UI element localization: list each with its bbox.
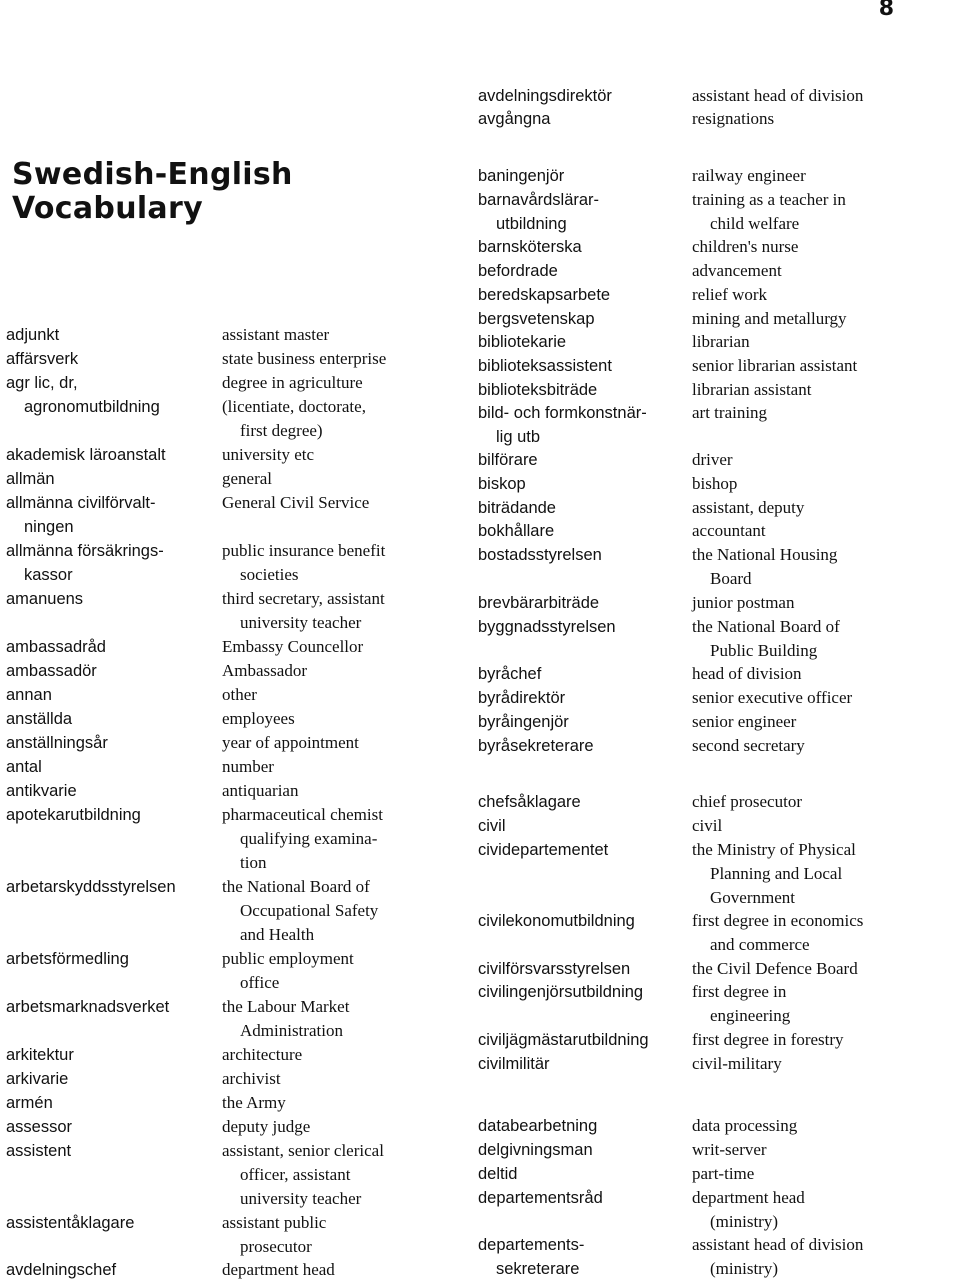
swedish-term-line: baningenjör: [478, 167, 565, 185]
english-translation-line: engineering: [710, 1006, 791, 1025]
swedish-term: [478, 107, 551, 131]
swedish-term: [478, 84, 612, 108]
english-translation-line: art training: [692, 403, 768, 422]
swedish-term-line: annan: [6, 686, 52, 704]
swedish-term-line: kassor: [24, 566, 73, 584]
english-translation: [692, 909, 863, 957]
english-translation-line: (ministry): [710, 1259, 778, 1278]
swedish-term: [478, 686, 565, 710]
english-translation: [222, 1139, 384, 1211]
english-translation: [692, 330, 750, 354]
english-translation: [692, 790, 802, 814]
page-title: [12, 158, 293, 226]
swedish-term-line: byråchef: [478, 665, 542, 683]
swedish-term-line: ambassadör: [6, 662, 97, 680]
swedish-term-line: civilmilitär: [478, 1055, 550, 1073]
english-translation-line: first degree in forestry: [692, 1030, 844, 1049]
english-translation: [222, 395, 366, 443]
english-translation-line: (licentiate, doctorate,: [222, 397, 366, 416]
swedish-term: [6, 635, 106, 659]
swedish-term: [478, 710, 569, 734]
english-translation-line: Ambassador: [222, 661, 307, 680]
swedish-term: [478, 472, 526, 496]
english-translation-line: advancement: [692, 261, 782, 280]
swedish-term-line: apotekarutbildning: [6, 806, 141, 824]
english-translation: [692, 686, 852, 710]
english-translation: [222, 1258, 335, 1282]
swedish-term-line: civilingenjörsutbildning: [478, 983, 644, 1001]
english-translation-line: mining and metallurgy: [692, 309, 847, 328]
english-translation: [692, 235, 798, 259]
english-translation-line: second secretary: [692, 736, 805, 755]
english-translation-line: writ-server: [692, 1140, 767, 1159]
english-translation: [692, 448, 733, 472]
english-translation-line: prosecutor: [240, 1237, 312, 1256]
swedish-term-line: allmän: [6, 470, 55, 488]
swedish-term-line: antal: [6, 758, 42, 776]
english-translation-line: bishop: [692, 474, 738, 493]
swedish-term-line: utbildning: [496, 215, 567, 233]
english-translation: [692, 980, 790, 1028]
english-translation-line: Administration: [240, 1021, 343, 1040]
swedish-term: [478, 283, 610, 307]
english-translation-line: part-time: [692, 1164, 755, 1183]
english-translation-line: assistant, senior clerical: [222, 1141, 384, 1160]
english-translation-line: number: [222, 757, 274, 776]
english-translation-line: the Civil Defence Board: [692, 959, 858, 978]
swedish-term-line: lig utb: [496, 428, 541, 446]
swedish-term: [6, 995, 169, 1019]
swedish-term: [6, 323, 59, 347]
swedish-term: [6, 1067, 68, 1091]
english-translation: [692, 84, 863, 108]
swedish-term: [6, 947, 129, 971]
english-translation-line: accountant: [692, 521, 766, 540]
swedish-term-line: bergsvetenskap: [478, 310, 595, 328]
swedish-term-line: biblioteksassistent: [478, 357, 612, 375]
swedish-term: [478, 307, 595, 331]
english-translation: [222, 467, 272, 491]
swedish-term: [478, 838, 608, 862]
swedish-term-line: barnsköterska: [478, 238, 582, 256]
english-translation: [222, 1115, 310, 1139]
english-translation: [692, 1138, 767, 1162]
swedish-term-line: deltid: [478, 1165, 518, 1183]
swedish-term: [478, 519, 554, 543]
swedish-term-line: byråingenjör: [478, 713, 569, 731]
swedish-term-line: affärsverk: [6, 350, 79, 368]
swedish-term: [6, 707, 72, 731]
english-translation-line: the National Board of: [222, 877, 370, 896]
swedish-term-line: avdelningsdirektör: [478, 87, 612, 105]
english-translation-line: librarian assistant: [692, 380, 812, 399]
swedish-term: [6, 1211, 134, 1235]
swedish-term-line: beredskapsarbete: [478, 286, 611, 304]
english-translation-line: Government: [710, 888, 795, 907]
english-translation-line: assistant head of division: [692, 86, 864, 105]
title-line-2: Vocabulary: [12, 191, 203, 226]
english-translation: [692, 591, 794, 615]
swedish-term-line: byrådirektör: [478, 689, 566, 707]
swedish-term-line: chefsåklagare: [478, 793, 581, 811]
english-translation-line: head of division: [692, 664, 802, 683]
swedish-term-line: arkitektur: [6, 1046, 74, 1064]
english-translation: [222, 587, 385, 635]
swedish-term: [478, 401, 647, 449]
english-translation-line: and Health: [240, 925, 315, 944]
swedish-term-line: databearbetning: [478, 1117, 598, 1135]
swedish-term-line: arkivarie: [6, 1070, 69, 1088]
english-translation-line: public insurance benefit: [222, 541, 386, 560]
swedish-term-line: ningen: [24, 518, 74, 536]
swedish-term-line: adjunkt: [6, 326, 60, 344]
english-translation: [692, 378, 811, 402]
swedish-term: [478, 1028, 649, 1052]
swedish-term-line: civilekonomutbildning: [478, 912, 635, 930]
swedish-term: [478, 448, 538, 472]
english-translation: [222, 1043, 302, 1067]
english-translation-line: tion: [240, 853, 267, 872]
english-translation-line: training as a teacher in: [692, 190, 846, 209]
swedish-term-line: biblioteksbiträde: [478, 381, 598, 399]
swedish-term-line: bilförare: [478, 451, 538, 469]
english-translation-line: first degree in: [692, 982, 787, 1001]
english-translation-line: archivist: [222, 1069, 281, 1088]
english-translation-line: university teacher: [240, 1189, 362, 1208]
swedish-term-line: sekreterare: [496, 1260, 580, 1278]
english-translation-line: antiquarian: [222, 781, 299, 800]
swedish-term-line: allmänna försäkrings-: [6, 542, 164, 560]
swedish-term-line: agr lic, dr,: [6, 374, 78, 392]
swedish-term: [478, 330, 566, 354]
english-translation-line: assistant public: [222, 1213, 327, 1232]
english-translation: [692, 164, 806, 188]
english-translation: [222, 779, 298, 803]
swedish-term-line: avgångna: [478, 110, 551, 128]
english-translation: [692, 957, 858, 981]
english-translation-line: Occupational Safety: [240, 901, 379, 920]
english-translation-line: the Labour Market: [222, 997, 350, 1016]
swedish-term: [6, 539, 164, 587]
swedish-term-line: biskop: [478, 475, 526, 493]
english-translation-line: general: [222, 469, 273, 488]
swedish-term: [478, 591, 599, 615]
english-translation: [692, 188, 846, 236]
english-translation: [222, 323, 329, 347]
english-translation-line: third secretary, assistant: [222, 589, 385, 608]
english-translation-line: relief work: [692, 285, 768, 304]
swedish-term: [6, 443, 166, 467]
swedish-term-line: barnavårdslärar-: [478, 191, 600, 209]
english-translation-line: other: [222, 685, 257, 704]
english-translation-line: assistant, deputy: [692, 498, 805, 517]
english-translation: [692, 259, 782, 283]
english-translation: [222, 683, 257, 707]
english-translation-line: (ministry): [710, 1212, 778, 1231]
swedish-term-line: antikvarie: [6, 782, 77, 800]
swedish-term-line: avdelningschef: [6, 1261, 117, 1279]
swedish-term-line: civiljägmästarutbildning: [478, 1031, 649, 1049]
english-translation: [692, 814, 722, 838]
swedish-term-line: bibliotekarie: [478, 333, 567, 351]
swedish-term-line: biträdande: [478, 499, 556, 517]
english-translation: [692, 1233, 863, 1281]
english-translation-line: first degree in economics: [692, 911, 864, 930]
english-translation-line: junior postman: [692, 593, 795, 612]
english-translation: [692, 1052, 782, 1076]
english-translation-line: child welfare: [710, 214, 800, 233]
swedish-term: [6, 779, 77, 803]
swedish-term: [478, 543, 602, 567]
swedish-term-line: cividepartementet: [478, 841, 609, 859]
english-translation: [692, 838, 856, 910]
swedish-term: [6, 803, 141, 827]
english-translation-line: senior executive officer: [692, 688, 853, 707]
swedish-term-line: bild- och formkonstnär-: [478, 404, 647, 422]
english-translation-line: the National Housing: [692, 545, 838, 564]
swedish-term-line: assessor: [6, 1118, 73, 1136]
swedish-term: [478, 814, 506, 838]
english-translation-line: and commerce: [710, 935, 810, 954]
english-translation: [692, 472, 737, 496]
english-translation: [222, 443, 314, 467]
english-translation: [222, 1067, 281, 1091]
swedish-term: [6, 347, 78, 371]
english-translation: [692, 1114, 797, 1138]
swedish-term-line: akademisk läroanstalt: [6, 446, 166, 464]
english-translation-line: Public Building: [710, 641, 818, 660]
english-translation: [222, 491, 369, 515]
english-translation: [222, 1211, 326, 1259]
english-translation: [692, 519, 766, 543]
english-translation: [222, 947, 354, 995]
swedish-term-line: bostadsstyrelsen: [478, 546, 602, 564]
english-translation-line: Embassy Councellor: [222, 637, 364, 656]
english-translation: [692, 1162, 754, 1186]
swedish-term-line: departementsråd: [478, 1189, 603, 1207]
swedish-term: [6, 1115, 72, 1139]
english-translation: [692, 710, 796, 734]
english-translation-line: officer, assistant: [240, 1165, 351, 1184]
english-translation: [692, 496, 804, 520]
swedish-term: [478, 378, 597, 402]
swedish-term-line: arbetsförmedling: [6, 950, 129, 968]
swedish-term-line: civil: [478, 817, 506, 835]
swedish-term: [478, 1114, 597, 1138]
english-translation-line: state business enterprise: [222, 349, 387, 368]
swedish-term: [6, 395, 160, 419]
swedish-term: [478, 1162, 517, 1186]
swedish-term: [478, 1186, 603, 1210]
swedish-term: [6, 1139, 71, 1163]
swedish-term: [478, 354, 612, 378]
english-translation-line: senior librarian assistant: [692, 356, 858, 375]
swedish-term-line: assistent: [6, 1142, 72, 1160]
swedish-term: [478, 188, 599, 236]
swedish-term: [478, 164, 564, 188]
swedish-term-line: byråsekreterare: [478, 737, 594, 755]
english-translation-line: university etc: [222, 445, 315, 464]
english-translation: [692, 283, 767, 307]
english-translation-line: librarian: [692, 332, 750, 351]
english-translation-line: societies: [240, 565, 299, 584]
english-translation-line: driver: [692, 450, 733, 469]
english-translation: [222, 995, 349, 1043]
english-translation: [222, 875, 378, 947]
english-translation-line: university teacher: [240, 613, 362, 632]
english-translation-line: employees: [222, 709, 295, 728]
english-translation: [222, 635, 363, 659]
english-translation-line: civil-military: [692, 1054, 782, 1073]
english-translation: [692, 615, 840, 663]
swedish-term: [478, 615, 616, 639]
swedish-term: [478, 734, 594, 758]
swedish-term-line: bokhållare: [478, 522, 555, 540]
swedish-term-line: anställningsår: [6, 734, 108, 752]
english-translation: [692, 307, 847, 331]
swedish-term: [6, 491, 155, 539]
english-translation-line: first degree): [240, 421, 323, 440]
swedish-term-line: allmänna civilförvalt-: [6, 494, 156, 512]
swedish-term: [6, 1043, 74, 1067]
swedish-term: [6, 587, 83, 611]
swedish-term-line: befordrade: [478, 262, 558, 280]
english-translation-line: senior engineer: [692, 712, 797, 731]
swedish-term: [478, 259, 558, 283]
swedish-term-line: ambassadråd: [6, 638, 106, 656]
swedish-term: [6, 659, 97, 683]
english-translation-line: resignations: [692, 109, 775, 128]
english-translation: [692, 354, 857, 378]
swedish-term: [6, 371, 78, 395]
english-translation-line: assistant master: [222, 325, 330, 344]
english-translation-line: department head: [692, 1188, 805, 1207]
english-translation-line: deputy judge: [222, 1117, 311, 1136]
english-translation-line: the Ministry of Physical: [692, 840, 856, 859]
english-translation: [692, 1028, 844, 1052]
english-translation: [692, 543, 837, 591]
swedish-term: [478, 980, 643, 1004]
swedish-term: [478, 1138, 593, 1162]
swedish-term: [6, 875, 176, 899]
english-translation-line: department head: [222, 1260, 335, 1279]
english-translation-line: architecture: [222, 1045, 303, 1064]
swedish-term-line: arbetsmarknadsverket: [6, 998, 170, 1016]
english-translation-line: office: [240, 973, 280, 992]
swedish-term: [6, 683, 52, 707]
swedish-term: [478, 496, 556, 520]
english-translation-line: chief prosecutor: [692, 792, 802, 811]
english-translation: [222, 539, 385, 587]
swedish-term: [478, 790, 581, 814]
swedish-term: [478, 957, 630, 981]
english-translation-line: degree in agriculture: [222, 373, 363, 392]
swedish-term-line: civilförsvarsstyrelsen: [478, 960, 631, 978]
english-translation-line: the Army: [222, 1093, 286, 1112]
swedish-term: [6, 467, 55, 491]
swedish-term: [478, 1052, 550, 1076]
english-translation-line: General Civil Service: [222, 493, 370, 512]
english-translation-line: year of appointment: [222, 733, 359, 752]
swedish-term-line: delgivningsman: [478, 1141, 593, 1159]
english-translation-line: the National Board of: [692, 617, 840, 636]
english-translation: [222, 803, 383, 875]
english-translation: [222, 755, 274, 779]
swedish-term-line: anställda: [6, 710, 73, 728]
english-translation: [692, 107, 774, 131]
swedish-term: [478, 662, 541, 686]
page-number: 8: [878, 0, 894, 21]
english-translation-line: pharmaceutical chemist: [222, 805, 383, 824]
english-translation: [222, 1091, 286, 1115]
swedish-term: [6, 1091, 53, 1115]
swedish-term-line: departements-: [478, 1236, 585, 1254]
english-translation-line: public employment: [222, 949, 354, 968]
swedish-term: [6, 1258, 116, 1282]
swedish-term-line: brevbärarbiträde: [478, 594, 600, 612]
english-translation-line: data processing: [692, 1116, 798, 1135]
title-line-1: Swedish-English: [12, 157, 293, 192]
english-translation-line: Planning and Local: [710, 864, 843, 883]
swedish-term: [6, 755, 42, 779]
english-translation: [692, 401, 767, 425]
english-translation-line: assistant head of division: [692, 1235, 864, 1254]
swedish-term: [6, 731, 108, 755]
english-translation-line: civil: [692, 816, 723, 835]
swedish-term-line: arbetarskyddsstyrelsen: [6, 878, 176, 896]
swedish-term-line: amanuens: [6, 590, 84, 608]
english-translation-line: railway engineer: [692, 166, 806, 185]
english-translation: [222, 731, 359, 755]
swedish-term: [478, 235, 582, 259]
english-translation: [222, 347, 386, 371]
english-translation-line: qualifying examina-: [240, 829, 378, 848]
swedish-term-line: byggnadsstyrelsen: [478, 618, 616, 636]
english-translation: [222, 371, 363, 395]
swedish-term-line: armén: [6, 1094, 53, 1112]
swedish-term-line: agronomutbildning: [24, 398, 160, 416]
english-translation: [692, 662, 802, 686]
english-translation: [692, 734, 805, 758]
english-translation-line: children's nurse: [692, 237, 799, 256]
english-translation-line: Board: [710, 569, 752, 588]
english-translation: [222, 707, 295, 731]
english-translation: [692, 1186, 805, 1234]
swedish-term: [478, 909, 635, 933]
english-translation: [222, 659, 307, 683]
swedish-term: [478, 1233, 584, 1281]
swedish-term-line: assistentåklagare: [6, 1214, 135, 1232]
